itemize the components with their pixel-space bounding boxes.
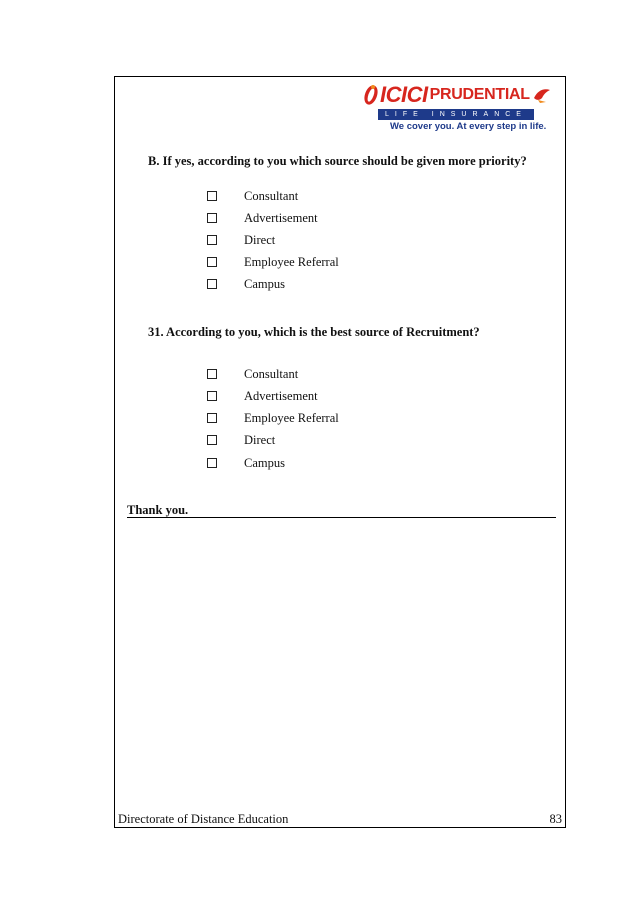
option-row xyxy=(207,455,285,471)
logo-brand-primary: ICICI xyxy=(380,82,428,107)
option-label: Campus xyxy=(244,276,285,291)
logo-subline: LIFE INSURANCE xyxy=(378,109,534,120)
checkbox[interactable] xyxy=(207,257,217,267)
option-row xyxy=(207,432,275,448)
option-label: Consultant xyxy=(244,188,299,203)
page-border xyxy=(114,76,566,828)
option-label: Employee Referral xyxy=(244,254,339,269)
option-label: Advertisement xyxy=(244,210,318,225)
option-label: Direct xyxy=(244,232,276,247)
option-label: Campus xyxy=(244,455,285,470)
checkbox[interactable] xyxy=(207,213,217,223)
checkbox[interactable] xyxy=(207,413,217,423)
option-row xyxy=(207,410,339,426)
option-label: Consultant xyxy=(244,366,299,381)
divider-line xyxy=(127,517,556,518)
page-number: 83 xyxy=(549,812,562,826)
logo-tagline: We cover you. At every step in life. xyxy=(390,121,547,132)
option-label: Employee Referral xyxy=(244,410,339,425)
checkbox[interactable] xyxy=(207,369,217,379)
checkbox[interactable] xyxy=(207,458,217,468)
company-logo xyxy=(362,81,562,137)
option-row xyxy=(207,388,318,404)
checkbox[interactable] xyxy=(207,391,217,401)
checkbox[interactable] xyxy=(207,435,217,445)
logo-brand-secondary: PRUDENTIAL xyxy=(429,86,530,103)
option-label: Advertisement xyxy=(244,388,318,403)
option-row xyxy=(207,276,285,292)
option-label: Direct xyxy=(244,432,276,447)
option-row xyxy=(207,254,339,270)
checkbox[interactable] xyxy=(207,191,217,201)
option-row xyxy=(207,210,318,226)
option-row xyxy=(207,366,298,382)
option-row xyxy=(207,188,298,204)
checkbox[interactable] xyxy=(207,279,217,289)
footer-institution: Directorate of Distance Education xyxy=(118,812,289,826)
closing-text: Thank you. xyxy=(127,503,189,517)
icici-mark-icon xyxy=(362,83,378,107)
question-31-heading: 31. According to you, which is the best source of Recruitment? xyxy=(148,325,480,339)
rock-bird-icon xyxy=(532,86,552,104)
question-b-heading: B. If yes, according to you which source should be given more priority? xyxy=(148,154,527,168)
checkbox[interactable] xyxy=(207,235,217,245)
option-row xyxy=(207,232,275,248)
